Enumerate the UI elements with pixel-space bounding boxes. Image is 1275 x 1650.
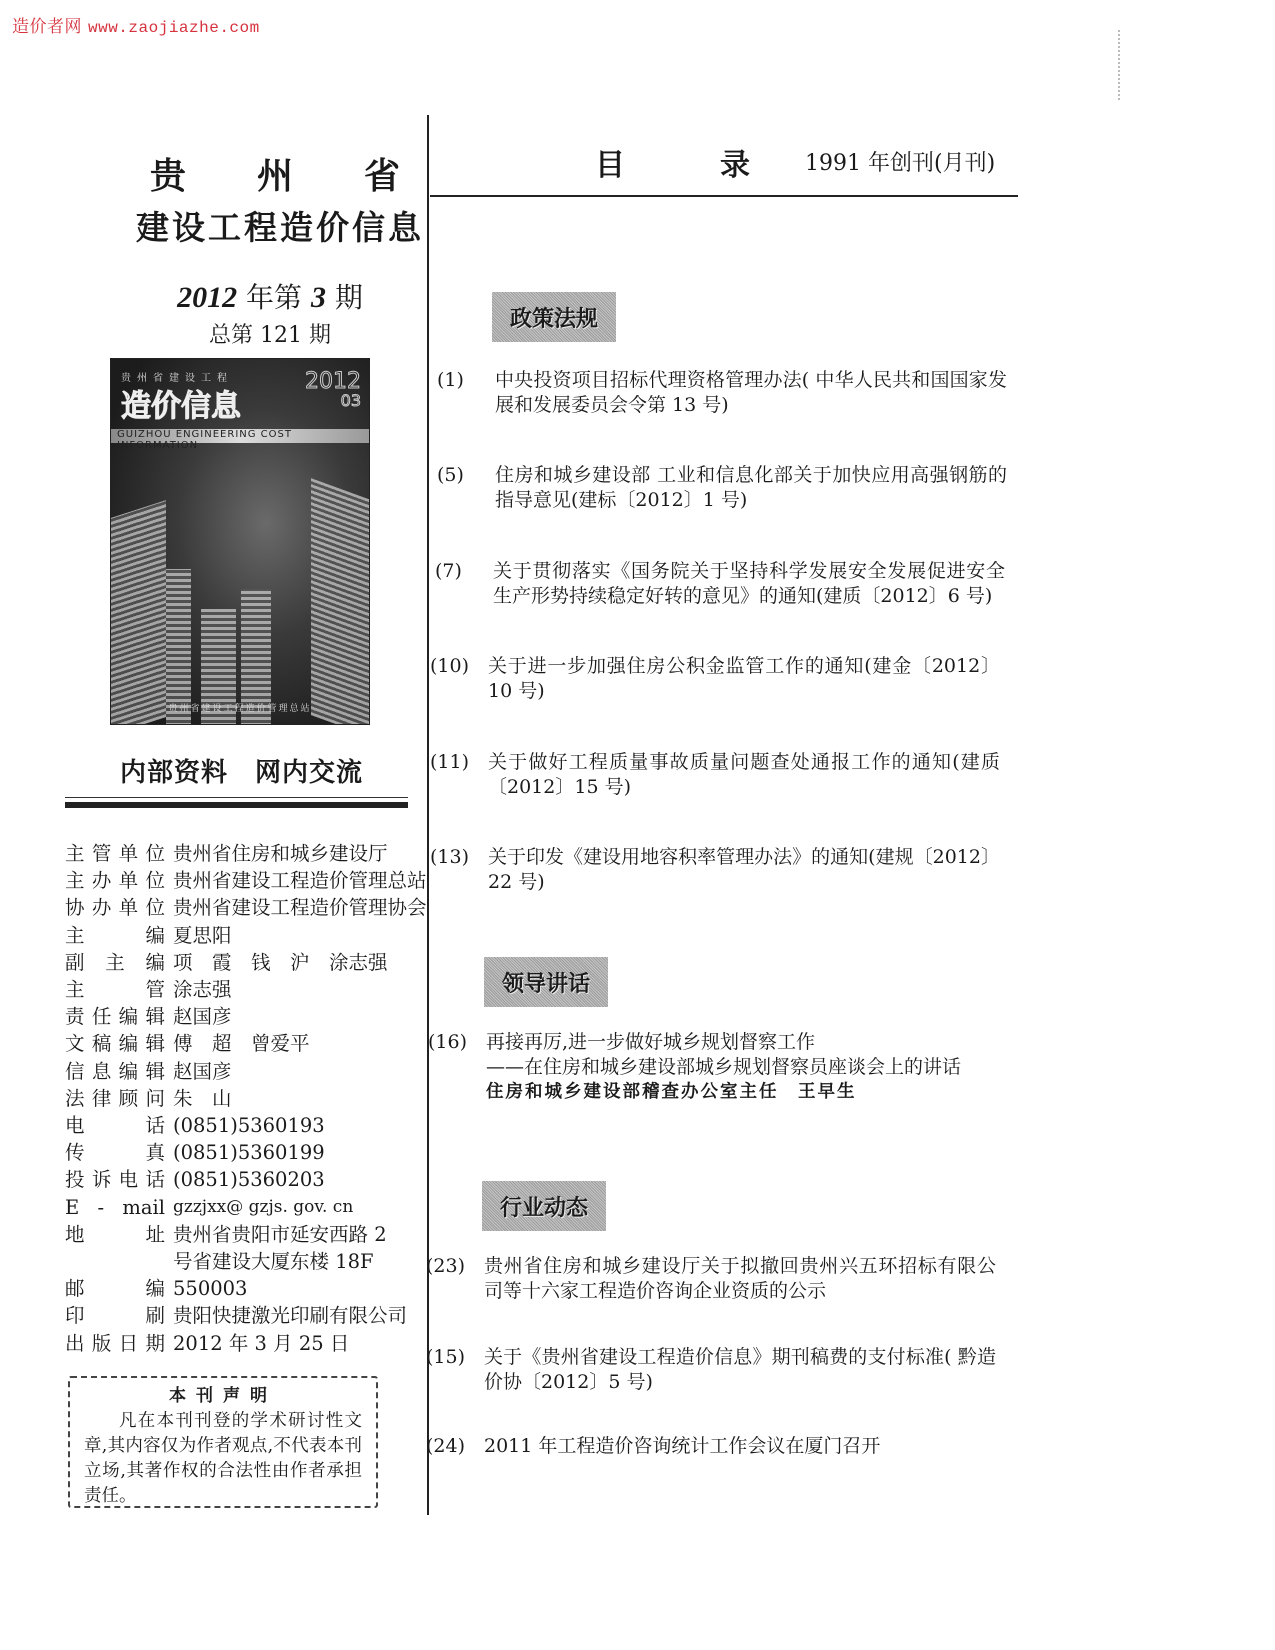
notice-title: 本刊声明	[169, 1386, 277, 1406]
publication-info	[65, 840, 427, 1357]
toc-title: 关于做好工程质量事故质量问题查处通报工作的通知(建质〔2012〕15 号)	[488, 751, 1000, 798]
watermark-url[interactable]: www.zaojiazhe.com	[88, 19, 260, 37]
toc-divider	[430, 195, 1018, 197]
info-row: E - mail gzzjxx@ gzjs. gov. cn	[65, 1194, 415, 1221]
cover-year-main: 2012	[305, 369, 361, 394]
toc-page: (10)	[430, 655, 470, 677]
toc-entry[interactable]	[426, 1254, 996, 1304]
toc-main-title: 再接再厉,进一步做好城乡规划督察工作	[486, 1031, 816, 1053]
info-row: 责任编辑 赵国彦	[65, 1005, 232, 1029]
cover-top-line: 贵州省建设工程	[121, 373, 233, 384]
issue-year: 2012	[177, 281, 238, 314]
founded-note: 1991 年创刊(月刊)	[805, 151, 996, 176]
toc-page: (11)	[430, 751, 470, 773]
toc-entry[interactable]	[435, 559, 1005, 609]
toc-title: 关于贯彻落实《国务院关于坚持科学发展安全发展促进安全生产形势持续稳定好转的意见》的通知(建质〔2012〕6 号)	[493, 560, 1005, 607]
toc-entry[interactable]	[428, 1030, 998, 1105]
toc-title: 关于《贵州省建设工程造价信息》期刊稿费的支付标准( 黔造价协〔2012〕5 号)	[484, 1346, 996, 1393]
journal-notice	[68, 1376, 378, 1508]
toc-title	[486, 1030, 998, 1105]
toc-entry[interactable]	[430, 845, 1000, 895]
toc-page: (15)	[426, 1346, 466, 1368]
toc-page: (1)	[437, 369, 464, 391]
toc-header	[430, 138, 1020, 193]
masthead-title: 建设工程造价信息	[136, 208, 424, 247]
masthead-province	[150, 148, 400, 199]
masthead-char: 贵	[150, 155, 187, 197]
toc-page: (16)	[428, 1031, 468, 1053]
notice-body: 凡在本刊刊登的学术研讨性文章,其内容仅为作者观点,不代表本刊立场,其著作权的合法性由作者承担责任。	[84, 1411, 362, 1506]
issue-suffix: 期	[334, 281, 363, 314]
toc-subtitle: ——在住房和城乡建设部城乡规划督察员座谈会上的讲话	[486, 1056, 962, 1078]
email-link[interactable]: gzzjxx@ gzjs. gov. cn	[173, 1196, 354, 1217]
toc-entry[interactable]	[437, 463, 1007, 513]
masthead-char: 省	[363, 155, 400, 197]
info-row: 主办单位 贵州省建设工程造价管理总站	[65, 869, 427, 893]
info-row: 邮编 550003	[65, 1277, 248, 1301]
cover-year-sub: 03	[340, 391, 361, 410]
cover-english: GUIZHOU ENGINEERING COST INFORMATION	[117, 429, 292, 451]
info-row: 主编 夏思阳	[65, 923, 232, 947]
toc-entry[interactable]	[426, 1434, 996, 1459]
info-row: 印刷 贵阳快捷激光印刷有限公司	[65, 1304, 408, 1328]
section-policy: 政策法规	[492, 292, 616, 342]
section-industry-news: 行业动态	[482, 1181, 606, 1231]
toc-title: 关于进一步加强住房公积金监管工作的通知(建金〔2012〕10 号)	[488, 655, 1000, 702]
info-row: 地址 贵州省贵阳市延安西路 2	[65, 1222, 387, 1246]
info-row: 副主编 项 霞 钱 沪 涂志强	[65, 950, 388, 974]
info-row: 信息编辑 赵国彦	[65, 1059, 232, 1083]
internal-note: 内部资料 网内交流	[120, 758, 364, 788]
info-row: 投诉电话 (0851)5360203	[65, 1168, 325, 1192]
toc-heading-1: 目	[595, 148, 625, 183]
toc-title: 2011 年工程造价咨询统计工作会议在厦门召开	[484, 1435, 881, 1457]
watermark-site-name: 造价者网	[12, 17, 82, 37]
divider	[65, 797, 408, 798]
toc-entry[interactable]	[437, 368, 1007, 418]
toc-page: (24)	[426, 1435, 466, 1457]
toc-page: (5)	[437, 464, 464, 486]
section-leadership-speech: 领导讲话	[484, 957, 608, 1007]
cover-title: 造价信息	[121, 389, 241, 424]
info-row: 电话 (0851)5360193	[65, 1114, 325, 1138]
toc-title: 关于印发《建设用地容积率管理办法》的通知(建规〔2012〕22 号)	[488, 846, 1000, 893]
toc-title: 住房和城乡建设部 工业和信息化部关于加快应用高强钢筋的指导意见(建标〔2012〕1 号)	[495, 464, 1007, 511]
info-row: 协办单位 贵州省建设工程造价管理协会	[65, 896, 427, 920]
column-divider	[427, 115, 429, 1515]
toc-page: (23)	[426, 1255, 466, 1277]
toc-entry[interactable]	[430, 750, 1000, 800]
divider	[65, 802, 408, 808]
toc-entry[interactable]	[430, 654, 1000, 704]
info-row: 出版日期 2012 年 3 月 25 日	[65, 1331, 350, 1355]
issue-number	[140, 276, 400, 316]
info-row: 主管 涂志强	[65, 978, 232, 1002]
toc-title: 中央投资项目招标代理资格管理办法( 中华人民共和国国家发展和发展委员会令第 13 号)	[495, 369, 1007, 416]
issue-mid: 年第	[246, 281, 303, 314]
cover-building	[111, 500, 166, 725]
toc-page: (7)	[435, 560, 462, 582]
cover-year	[305, 371, 361, 409]
toc-title: 贵州省住房和城乡建设厅关于拟撤回贵州兴五环招标有限公司等十六家工程造价咨询企业资质的公示	[484, 1255, 996, 1302]
cover-image	[110, 358, 370, 725]
masthead-char: 州	[256, 155, 293, 197]
info-row: 文稿编辑 傅 超 曾爱平	[65, 1032, 310, 1056]
info-row: 传真 (0851)5360199	[65, 1141, 325, 1165]
total-issue: 总第 121 期	[209, 323, 331, 348]
margin-mark	[1118, 30, 1120, 100]
cover-footer: 贵州省建设工程造价管理总站	[168, 704, 312, 714]
toc-page: (13)	[430, 846, 470, 868]
toc-heading-2: 录	[720, 148, 750, 183]
left-column	[60, 0, 430, 1650]
toc-entry[interactable]	[426, 1345, 996, 1395]
cover-building	[311, 478, 370, 725]
info-row: 主管单位 贵州省住房和城乡建设厅	[65, 842, 388, 865]
issue-num: 3	[310, 281, 326, 314]
toc-author: 住房和城乡建设部稽查办公室主任 王早生	[486, 1082, 857, 1102]
info-row: 号省建设大厦东楼 18F	[173, 1250, 374, 1274]
info-row: 法律顾问 朱 山	[65, 1086, 232, 1110]
